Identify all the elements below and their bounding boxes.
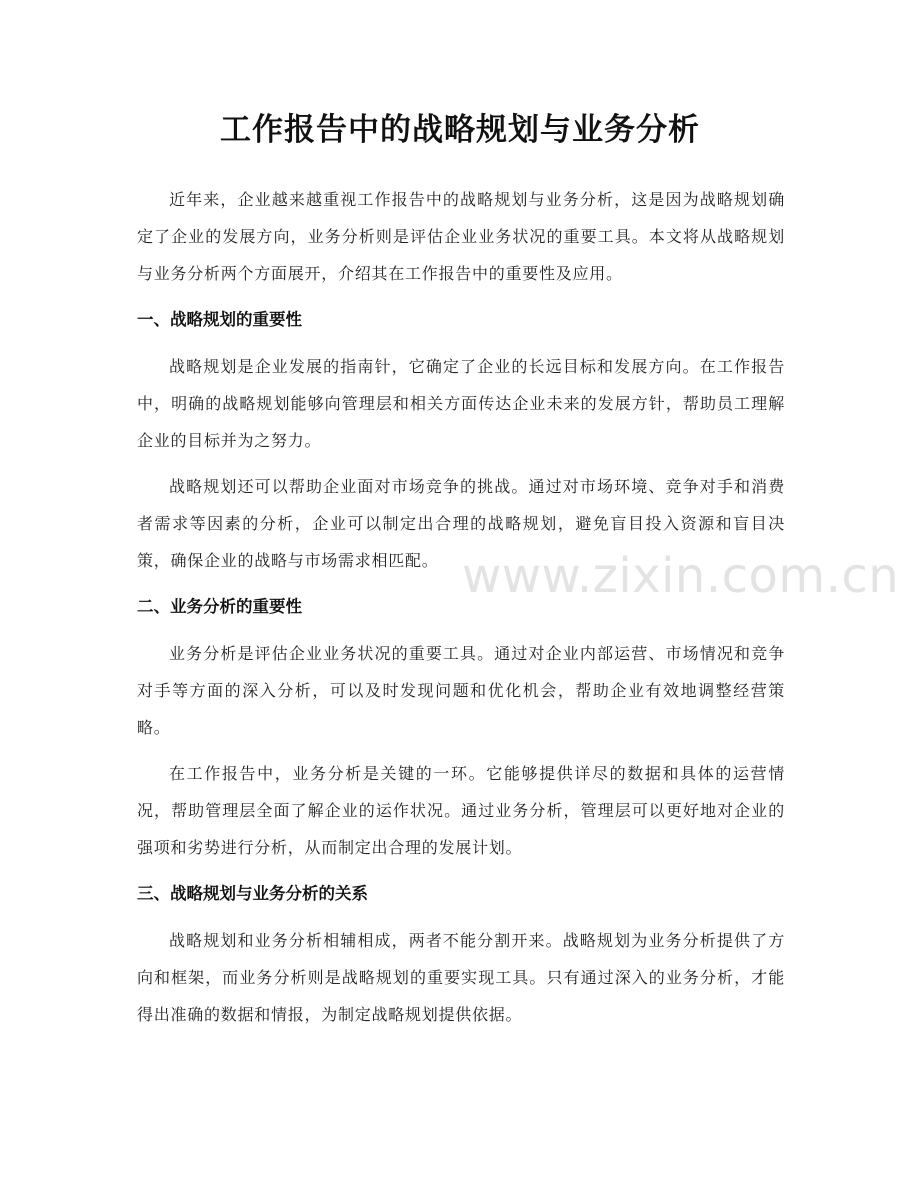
section-heading-strategy: 一、战略规划的重要性 [137,310,302,329]
section-paragraph: 战略规划和业务分析相辅相成，两者不能分割开来。战略规划为业务分析提供了方向和框架，而业务分析则是战略规划的重要实现工具。只有通过深入的业务分析，才能得出准确的数据和情报，为制定战略规划提供依据。 [137,931,785,1024]
document-body [137,181,785,1042]
section-heading-relationship: 三、战略规划与业务分析的关系 [137,884,368,903]
document-title: 工作报告中的战略规划与业务分析 [220,112,700,148]
section-paragraph: 战略规划还可以帮助企业面对市场竞争的挑战。通过对市场环境、竞争对手和消费者需求等因素的分析，企业可以制定出合理的战略规划，避免盲目投入资源和盲目决策，确保企业的战略与市场需求相匹配。 [137,477,785,570]
section-heading-business-analysis: 二、业务分析的重要性 [137,597,302,616]
watermark: www.zixin.com.cn [462,548,900,604]
section-paragraph: 在工作报告中，业务分析是关键的一环。它能够提供详尽的数据和具体的运营情况，帮助管理层全面了解企业的运作状况。通过业务分析，管理层可以更好地对企业的强项和劣势进行分析，从而制定出合理的发展计划。 [137,764,785,857]
section-paragraph: 战略规划是企业发展的指南针，它确定了企业的长远目标和发展方向。在工作报告中，明确的战略规划能够向管理层和相关方面传达企业未来的发展方针，帮助员工理解企业的目标并为之努力。 [137,357,785,450]
intro-paragraph: 近年来，企业越来越重视工作报告中的战略规划与业务分析，这是因为战略规划确定了企业的发展方向，业务分析则是评估企业业务状况的重要工具。本文将从战略规划与业务分析两个方面展开，介绍其在工作报告中的重要性及应用。 [137,190,785,283]
section-paragraph: 业务分析是评估企业业务状况的重要工具。通过对企业内部运营、市场情况和竞争对手等方面的深入分析，可以及时发现问题和优化机会，帮助企业有效地调整经营策略。 [137,644,785,737]
